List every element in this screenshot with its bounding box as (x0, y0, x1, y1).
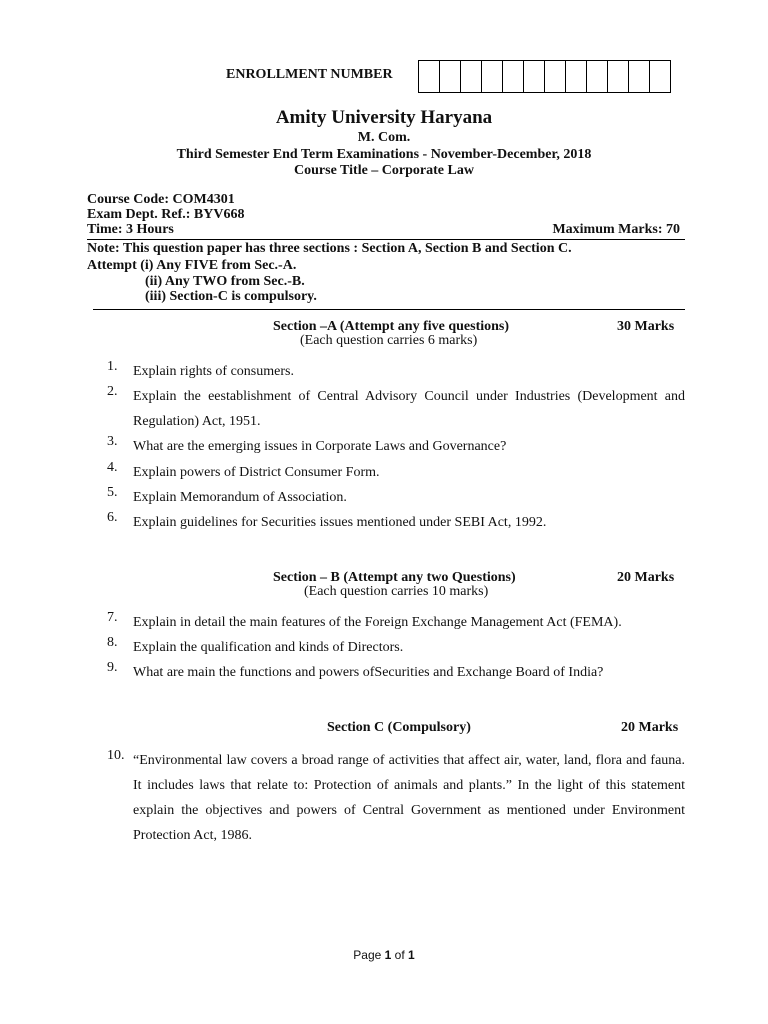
enrollment-digit-box (503, 60, 524, 93)
question-item (107, 635, 685, 660)
question-item (107, 384, 685, 434)
question-item (107, 610, 685, 635)
attempt-instruction: (ii) Any TWO from Sec.-B. (145, 274, 305, 289)
section-a-title: Section –A (Attempt any five questions) (273, 319, 510, 334)
question-item (107, 660, 685, 685)
question-number: 3. (107, 434, 118, 449)
enrollment-digit-box (440, 60, 461, 93)
question-text: Explain the qualification and kinds of Directors. (133, 640, 404, 655)
university-name: Amity University Haryana (275, 107, 493, 128)
page-total: 1 (408, 948, 415, 962)
exam-title: Third Semester End Term Examinations - November-December, 2018 (176, 147, 592, 162)
section-b-title: Section – B (Attempt any two Questions) (273, 570, 516, 585)
divider (93, 309, 685, 310)
question-text: Explain rights of consumers. (133, 364, 294, 379)
question-text: Explain in detail the main features of the Foreign Exchange Management Act (FEMA). (133, 615, 622, 630)
question-item (107, 359, 685, 384)
question-text: Explain powers of District Consumer Form. (133, 465, 380, 480)
exam-time: Time: 3 Hours (87, 222, 174, 237)
enrollment-number-boxes (418, 60, 671, 92)
attempt-instruction: Attempt (i) Any FIVE from Sec.-A. (87, 258, 297, 273)
section-b-subtitle: (Each question carries 10 marks) (304, 584, 489, 599)
question-number: 7. (107, 610, 118, 625)
question-number: 1. (107, 359, 118, 374)
exam-dept-ref: Exam Dept. Ref.: BYV668 (87, 207, 245, 222)
page-prefix: Page (353, 948, 385, 962)
question-item (107, 510, 685, 535)
question-number: 5. (107, 485, 118, 500)
page-current: 1 (384, 948, 392, 962)
question-item (107, 460, 685, 485)
enrollment-digit-box (418, 60, 440, 93)
attempt-instruction: (iii) Section-C is compulsory. (145, 289, 317, 304)
enrollment-digit-box (545, 60, 566, 93)
question-text: Explain Memorandum of Association. (133, 490, 347, 505)
note-text: Note: This question paper has three sections : Section A, Section B and Section C. (87, 241, 572, 256)
question-number: 10. (107, 748, 125, 763)
section-a-marks: 30 Marks (617, 319, 675, 334)
section-c-marks: 20 Marks (621, 720, 679, 735)
question-text: Explain the eestablishment of Central Advisory Council under Industries (Development and Regulation) Act, 1951. (133, 389, 685, 429)
enrollment-digit-box (566, 60, 587, 93)
enrollment-digit-box (608, 60, 629, 93)
divider (87, 239, 685, 240)
course-code: Course Code: COM4301 (87, 192, 235, 207)
question-text: “Environmental law covers a broad range of activities that affect air, water, land, flora and fauna. It includes laws that relate to: Protection of animals and plants.” In the light of this statement explain the objectives and powers of Central Government as mentioned under Environment Protection Act, 1986. (133, 753, 685, 843)
enrollment-digit-box (629, 60, 650, 93)
enrollment-digit-box (461, 60, 482, 93)
section-b-marks: 20 Marks (617, 570, 675, 585)
question-text: What are main the functions and powers ofSecurities and Exchange Board of India? (133, 665, 604, 680)
enrollment-digit-box (587, 60, 608, 93)
question-item (107, 748, 685, 848)
enrollment-label: ENROLLMENT NUMBER (226, 67, 393, 82)
question-number: 4. (107, 460, 118, 475)
question-text: What are the emerging issues in Corporate Laws and Governance? (133, 439, 507, 454)
degree: M. Com. (357, 130, 411, 145)
question-number: 6. (107, 510, 118, 525)
question-number: 9. (107, 660, 118, 675)
question-text: Explain guidelines for Securities issues mentioned under SEBI Act, 1992. (133, 515, 547, 530)
enrollment-digit-box (482, 60, 503, 93)
question-item (107, 485, 685, 510)
section-a-subtitle: (Each question carries 6 marks) (300, 333, 478, 348)
course-title: Course Title – Corporate Law (294, 163, 474, 178)
question-number: 2. (107, 384, 118, 399)
enrollment-digit-box (650, 60, 671, 93)
page-of: of (391, 948, 409, 962)
enrollment-digit-box (524, 60, 545, 93)
section-c-title: Section C (Compulsory) (327, 720, 471, 735)
question-item (107, 434, 685, 459)
question-number: 8. (107, 635, 118, 650)
page-number (0, 948, 768, 962)
maximum-marks: Maximum Marks: 70 (552, 222, 680, 237)
